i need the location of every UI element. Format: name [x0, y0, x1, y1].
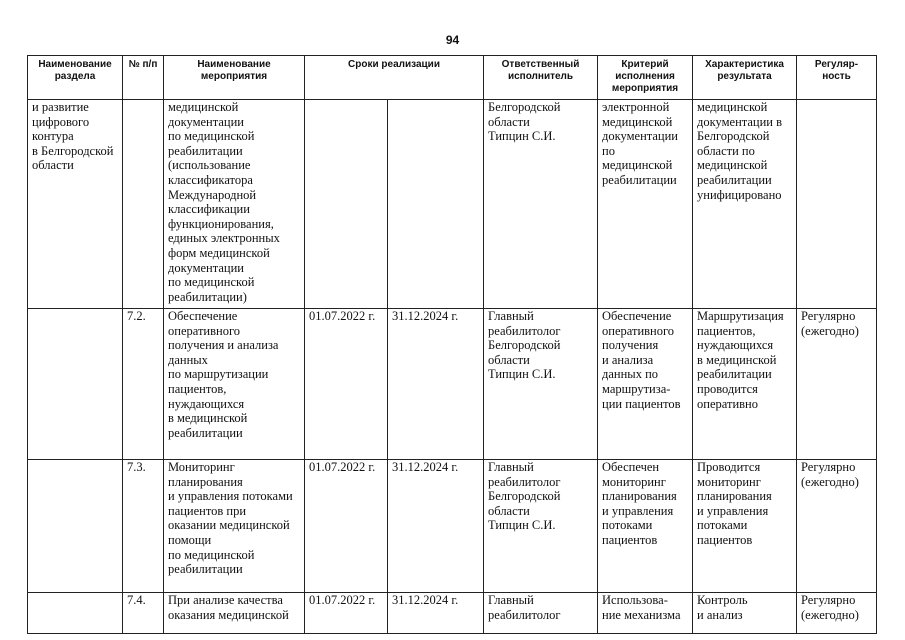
- header-responsible: Ответственный исполнитель: [484, 56, 598, 100]
- cell-end-date: [388, 100, 484, 309]
- cell-regularity: Регулярно (ежегодно): [797, 309, 877, 460]
- table-row: [28, 309, 877, 460]
- cell-number: 7.2.: [123, 309, 164, 460]
- cell-start-date: 01.07.2022 г.: [305, 309, 388, 460]
- cell-result: Контроль и анализ: [693, 593, 797, 634]
- cell-activity: медицинской документации по медицинской реабилитации (использование классификатора Международной классификации функционирования, единых электронных форм медицинской документации по медицинской реабилитации): [164, 100, 305, 309]
- cell-responsible: Главный реабилитолог Белгородской области Типцин С.И.: [484, 309, 598, 460]
- cell-result: Маршрутизация пациентов, нуждающихся в медицинской реабилитации проводится оперативно: [693, 309, 797, 460]
- cell-section: и развитие цифрового контура в Белгородской области: [28, 100, 123, 309]
- cell-responsible: Главный реабилитолог: [484, 593, 598, 634]
- table-row: [28, 593, 877, 634]
- cell-section: [28, 593, 123, 634]
- cell-activity: Обеспечение оперативного получения и анализа данных по маршрутизации пациентов, нуждающихся в медицинской реабилитации: [164, 309, 305, 460]
- cell-responsible: Белгородской области Типцин С.И.: [484, 100, 598, 309]
- cell-regularity: [797, 100, 877, 309]
- header-activity: Наименование мероприятия: [164, 56, 305, 100]
- cell-criterion: Обеспечен мониторинг планирования и управления потоками пациентов: [598, 460, 693, 593]
- cell-criterion: Обеспечение оперативного получения и анализа данных по маршрутиза- ции пациентов: [598, 309, 693, 460]
- table-row: [28, 100, 877, 309]
- cell-end-date: 31.12.2024 г.: [388, 593, 484, 634]
- cell-end-date: 31.12.2024 г.: [388, 309, 484, 460]
- cell-section: [28, 309, 123, 460]
- cell-section: [28, 460, 123, 593]
- cell-number: [123, 100, 164, 309]
- cell-activity: Мониторинг планирования и управления потоками пациентов при оказании медицинской помощи по медицинской реабилитации: [164, 460, 305, 593]
- page-number: 94: [445, 33, 460, 47]
- cell-start-date: 01.07.2022 г.: [305, 593, 388, 634]
- activities-table: [27, 55, 877, 634]
- header-regularity: Регуляр- ность: [797, 56, 877, 100]
- cell-number: 7.4.: [123, 593, 164, 634]
- table-row: [28, 460, 877, 593]
- cell-start-date: [305, 100, 388, 309]
- header-result: Характеристика результата: [693, 56, 797, 100]
- cell-responsible: Главный реабилитолог Белгородской области Типцин С.И.: [484, 460, 598, 593]
- cell-criterion: электронной медицинской документации по медицинской реабилитации: [598, 100, 693, 309]
- header-timeline: Сроки реализации: [305, 56, 484, 100]
- cell-start-date: 01.07.2022 г.: [305, 460, 388, 593]
- cell-result: Проводится мониторинг планирования и управления потоками пациентов: [693, 460, 797, 593]
- cell-activity: При анализе качества оказания медицинской: [164, 593, 305, 634]
- cell-regularity: Регулярно (ежегодно): [797, 593, 877, 634]
- table-header-row: [28, 56, 877, 100]
- cell-regularity: Регулярно (ежегодно): [797, 460, 877, 593]
- cell-result: медицинской документации в Белгородской области по медицинской реабилитации унифицировано: [693, 100, 797, 309]
- cell-end-date: 31.12.2024 г.: [388, 460, 484, 593]
- header-criterion: Критерий исполнения мероприятия: [598, 56, 693, 100]
- header-section: Наименование раздела: [28, 56, 123, 100]
- cell-criterion: Использова- ние механизма: [598, 593, 693, 634]
- header-number: № п/п: [123, 56, 164, 100]
- cell-number: 7.3.: [123, 460, 164, 593]
